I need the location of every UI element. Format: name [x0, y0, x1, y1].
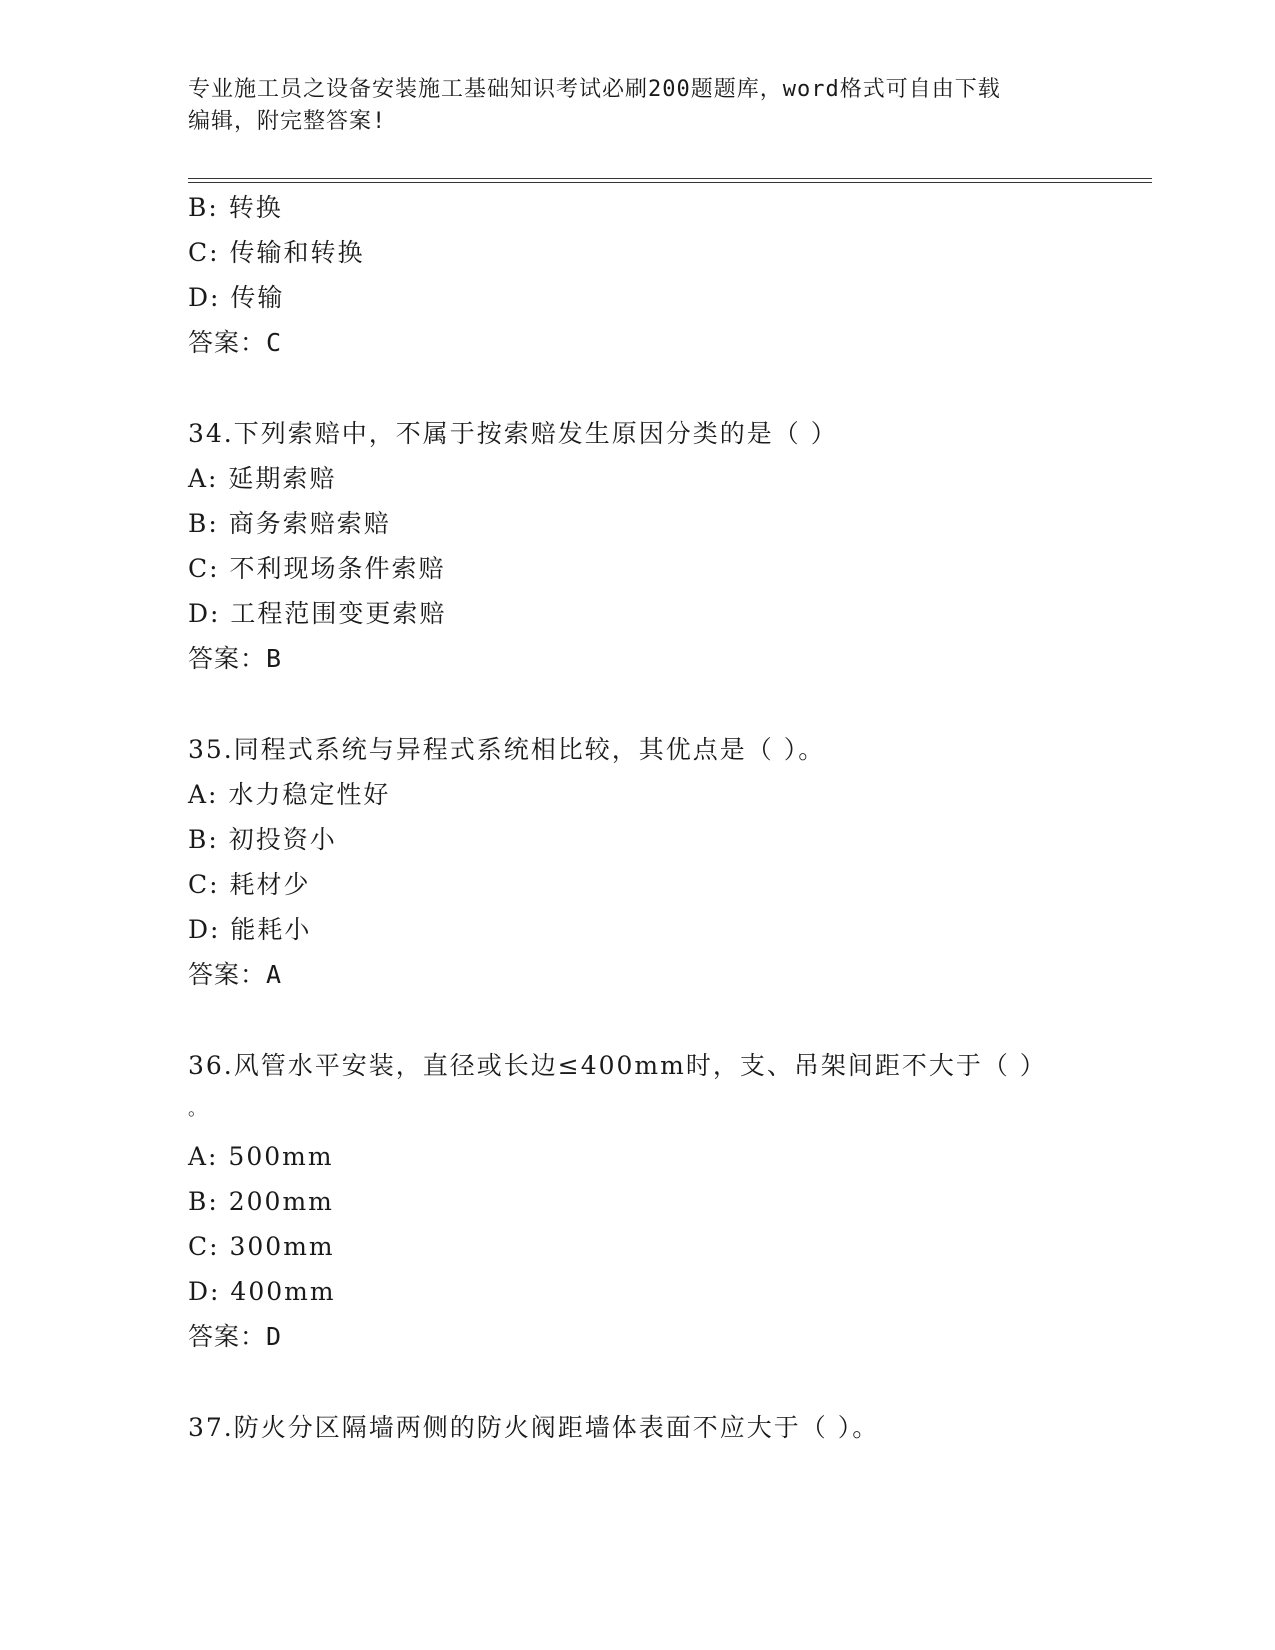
q36-option-d: D: 400mm — [188, 1277, 336, 1306]
q36-option-c: C: 300mm — [188, 1232, 335, 1261]
q35-option-d: D: 能耗小 — [188, 915, 312, 944]
document-header — [188, 74, 1088, 138]
q35-question: 35.同程式系统与异程式系统相比较，其优点是（ ）。 — [188, 735, 826, 764]
q35-option-c: C: 耗材少 — [188, 870, 311, 899]
q34-option-d: D: 工程范围变更索赔 — [188, 599, 447, 628]
header-line-1: 专业施工员之设备安装施工基础知识考试必刷200题题库，word格式可自由下载 — [188, 77, 1001, 102]
q33-option-c: C: 传输和转换 — [188, 238, 365, 267]
q34-option-a: A: 延期索赔 — [188, 464, 337, 493]
q36-question-line-2: 。 — [188, 1099, 208, 1120]
q35-option-a: A: 水力稳定性好 — [188, 780, 391, 809]
q33-option-d: D: 传输 — [188, 283, 285, 312]
q34-option-b: B: 商务索赔索赔 — [188, 509, 391, 538]
q35-answer: 答案：A — [188, 960, 283, 989]
q33-answer: 答案：C — [188, 328, 283, 357]
q37-question: 37.防火分区隔墙两侧的防火阀距墙体表面不应大于（ ）。 — [188, 1413, 880, 1442]
q34-question: 34.下列索赔中，不属于按索赔发生原因分类的是（ ） — [188, 419, 838, 448]
header-line-2: 编辑，附完整答案! — [188, 109, 387, 134]
header-divider-top — [188, 178, 1152, 179]
q36-option-a: A: 500mm — [188, 1142, 334, 1171]
q35-option-b: B: 初投资小 — [188, 825, 337, 854]
q36-question-line-1: 36.风管水平安装，直径或长边≤400mm时，支、吊架间距不大于（ ） — [188, 1051, 1047, 1080]
q33-option-b: B: 转换 — [188, 193, 283, 222]
q36-answer: 答案：D — [188, 1322, 283, 1351]
q34-option-c: C: 不利现场条件索赔 — [188, 554, 446, 583]
q34-answer: 答案：B — [188, 644, 283, 673]
header-divider-bottom — [188, 182, 1152, 183]
q36-option-b: B: 200mm — [188, 1187, 334, 1216]
